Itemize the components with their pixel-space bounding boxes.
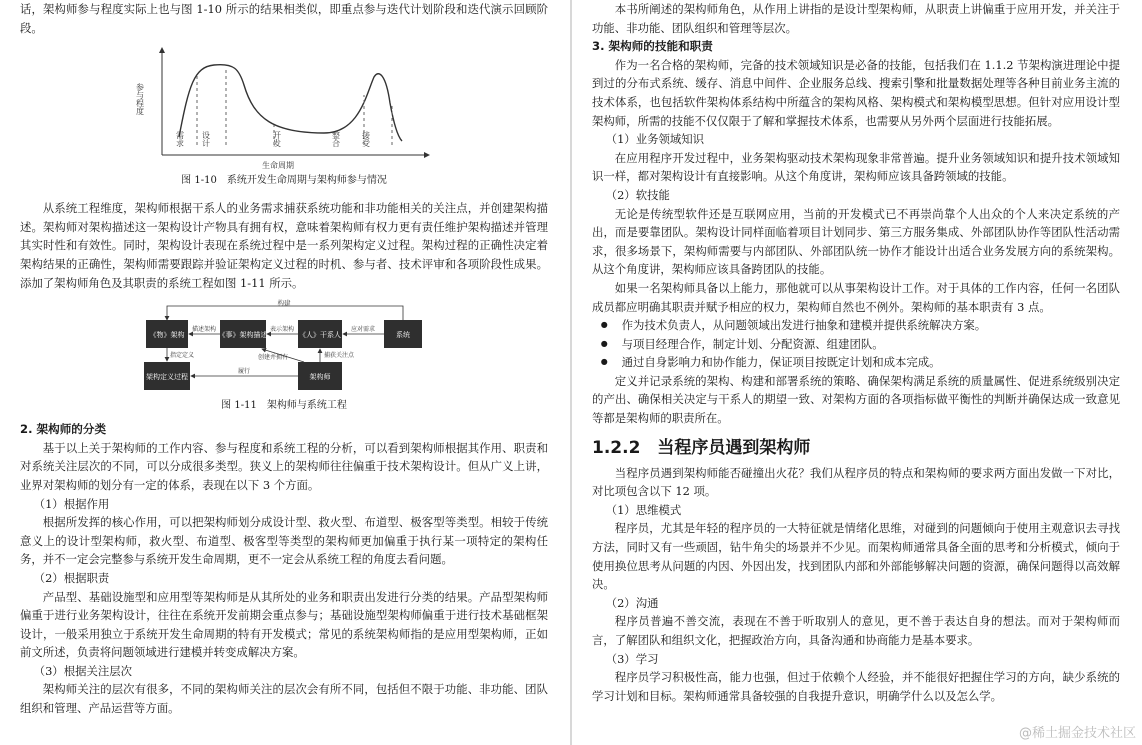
subheading-communication: （2）沟通 [605, 595, 659, 610]
subheading-learning: （3）学习 [605, 651, 659, 666]
heading-architect-classes: 2. 架构师的分类 [20, 422, 107, 437]
paragraph-comparison: 当程序员遇到架构师能否碰撞出火花？我们从程序员的特点和架构师的要求两方面出发做一下对比，对比项包含以下 12 项。 [592, 465, 1120, 499]
paragraph-by-duty: 产品型、基础设施型和应用型等架构师是从其所处的业务和职责出发进行分类的结果。产品型架构师偏重于进行业务架构设计，往往在系统开发前期会重点参与；基础设施型架构师偏重于进行技术基础框架设计，一般采用独立于系统开发生命周期的特有开发模式；常见的系统架构师指的是应用型架构师，正如前文所述，负责将问题领域进行建模并转变成解决方案。 [20, 589, 548, 660]
fig10-ylabel: 参与程度 [135, 83, 145, 116]
paragraph-thinking: 程序员，尤其是年轻的程序员的一大特征就是情绪化思维，对碰到的问题倾向于使用主观意识去寻找方法，同时又有一些顽固，钻牛角尖的场景并不少见。而架构师通常具备全面的思考和分析模式，倾向于使用换位思考从问题的内因、外因出发，找到团队内部和外部能够解决问题的资源，确保问题得以高效解决。 [592, 521, 1120, 592]
duty-item: ● 通过自身影响力和协作能力，保证项目按既定计划和成本完成。 [592, 353, 1120, 372]
duty-item: ● 作为技术负责人，从问题领域出发进行抽象和建模并提供系统解决方案。 [592, 316, 1120, 335]
right-column [592, 0, 1120, 705]
fig10-phase-2: 开发 [272, 131, 282, 148]
duty-list [592, 316, 1120, 372]
lbl-concern: 捕获关注点 [324, 352, 355, 360]
fig10-curve [179, 65, 402, 141]
subheading-by-focus: （3）根据关注层次 [33, 663, 133, 678]
paragraph-responsibilities: 定义并记录系统的架构、构建和部署系统的策略、确保架构满足系统的质量属性、促进系统级别决定的产出、确保相关决定与干系人的期望一致、对架构方面的各项指标做平衡性的判断并确保达成一致意见等都是架构师的职责所在。 [592, 373, 1120, 426]
paragraph-duties: 如果一名架构师具备以上能力，那他就可以从事架构设计工作。对于具体的工作内容，任何一名团队成员都应明确其职责并赋予相应的权力，架构师自然也不例外。架构师的基本职责有 3 点。 [592, 280, 1120, 314]
heading-skills: 3. 架构师的技能和职责 [592, 39, 713, 54]
fig10-phase-1: 设计 [201, 131, 211, 148]
paragraph-classes-intro: 基于以上关于架构师的工作内容、参与程度和系统工程的分析，可以看到架构师根据其作用、职责和对系统关注层次的不同，可以分成很多类型。狭义上的架构师往往偏重于技术架构设计。但从广义上讲，业界对架构师的划分有一定的体系，表现在以下 3 个方面。 [20, 440, 548, 492]
fig10-caption: 图 1-10 系统开发生命周期与架构师参与情况 [181, 175, 387, 187]
paragraph-communication: 程序员普遍不善交流，表现在不善于听取别人的意见，更不善于表达自身的想法。而对于架构师而言，了解团队和组织文化，把握政治方向，具备沟通和协商能力是基本要求。 [592, 614, 1120, 647]
lbl-describe: 描述架构 [191, 326, 217, 334]
fig10-phase-0: 需求 [175, 131, 185, 148]
subheading-domain: （1）业务领域知识 [605, 132, 705, 147]
box-architecture-label: 《物》架构 [149, 331, 185, 340]
intro-paragraph: 话，架构师参与程度实际上也与图 1-10 所示的结果相类似，即重点参与迭代计划阶段和迭代演示回顾阶段。 [20, 2, 548, 35]
paragraph-by-role: 根据所发挥的核心作用，可以把架构师划分成设计型、救火型、布道型、极客型等类型。相较于传统意义上的设计型架构师，救火型、布道型、极客型等类型的架构师更加偏重于执行某一项特定的架构任务，并不一定会完整参与系统开发生命周期，更不一定会从系统工程的角度去看问题。 [20, 515, 548, 567]
paragraph-domain: 在应用程序开发过程中，业务架构驱动技术架构现象非常普遍。提升业务领域知识和提升技术领域知识一样，都对架构设计有直接影响。从这个角度讲，架构师应该具备跨领域的技能。 [592, 150, 1120, 184]
section-title-1-2-2: 1.2.2 当程序员遇到架构师 [592, 437, 811, 458]
lbl-create: 创建并拥有 [258, 354, 289, 362]
box-stakeholder-label: 《人》干系人 [299, 331, 341, 340]
figure-1-11 [134, 298, 434, 398]
watermark: @稀土掘金技术社区 [1018, 726, 1136, 741]
left-page [0, 0, 570, 745]
fig10-phase-3: 整合 [331, 131, 341, 148]
paragraph-system-engineering: 从系统工程维度，架构师根据干系人的业务需求捕获系统功能和非功能相关的关注点，并创建架构描述。架构师对架构描述这一架构设计产物具有拥有权，意味着架构师有权力更有责任维护架构描述并管理其实时性和有效性。同时，架构设计表现在系统过程中是一系列架构定义过程。架构过程的正确性决定着架构结果的正确性，架构师需要跟踪并验证架构定义过程的时机、参与者、技术评审和各项阶段性成果。添加了架构师角色及其职责的系统工程如图 1-11 所示。 [20, 201, 548, 290]
paragraph-book-architect: 本书所阐述的架构师角色，从作用上讲指的是设计型架构师，从职责上讲偏重于应用开发，并关注于功能、非功能、团队组织和管理等层次。 [592, 2, 1120, 35]
left-column [20, 0, 548, 718]
subheading-by-role: （1）根据作用 [33, 496, 110, 511]
paragraph-skills: 作为一名合格的架构师，完备的技术领域知识是必备的技能，包括我们在 1.1.2 节架构演进理论中提到过的分布式系统、缓存、消息中间件、企业服务总线、搜索引擎和批量数据处理等各种目前业务主流的技术体系，也包括软件架构体系结构中所蕴含的架构风格、架构模式和架构模型思想。但针对应用设计型架构师，所需的技能不仅仅限于了解和掌握技术体系，也需要从另外两个层面进行技能拓展。 [592, 57, 1120, 128]
fig10-xlabel: 生命周期 [262, 161, 294, 171]
subheading-soft-skills: （2）软技能 [605, 187, 670, 202]
box-system-label: 系统 [396, 331, 410, 340]
subheading-by-duty: （2）根据职责 [33, 570, 110, 585]
box-definition-process-label: 架构定义过程 [146, 373, 188, 382]
paragraph-by-focus: 架构师关注的层次有很多，不同的架构师关注的层次会有所不同，包括但不限于功能、非功能、团队组织和管理、产品运营等方面。 [20, 682, 548, 716]
subheading-thinking: （1）思维模式 [605, 502, 682, 517]
lbl-needs: 应对需求 [350, 326, 376, 334]
lbl-express: 表示架构 [269, 326, 295, 334]
duty-item: ● 与项目经理合作，制定计划、分配资源、组建团队。 [592, 335, 1120, 354]
fig10-phase-4: 接受 [361, 131, 371, 148]
fig11-caption: 图 1-11 架构师与系统工程 [221, 400, 347, 412]
lbl-exec: 履行 [237, 368, 251, 376]
box-description-label: 《事》架构描述 [218, 331, 268, 340]
paragraph-learning: 程序员学习积极性高，能力也强，但过于依赖个人经验，并不能很好把握住学习的方向，缺少系统的学习计划和目标。架构师通常具备较强的自我提升意识，明确学什么以及怎么学。 [592, 670, 1120, 703]
lbl-build: 构建 [277, 299, 291, 308]
box-architect-label: 架构师 [309, 373, 331, 382]
figure-1-10 [134, 45, 434, 173]
lbl-define: 指定定义 [170, 352, 195, 360]
paragraph-soft-skills: 无论是传统型软件还是互联网应用，当前的开发模式已不再崇尚靠个人出众的个人来决定系统的产出，而是要靠团队。架构设计同样面临着项目计划同步、第三方服务集成、外部团队协作等团队性活动需求，很多场景下，架构师需要与内部团队、外部团队统一协作才能设计出适合业务发展方向的系统架构。从这个角度讲，架构师应该具备跨团队的技能。 [592, 206, 1120, 277]
right-page [572, 0, 1142, 745]
